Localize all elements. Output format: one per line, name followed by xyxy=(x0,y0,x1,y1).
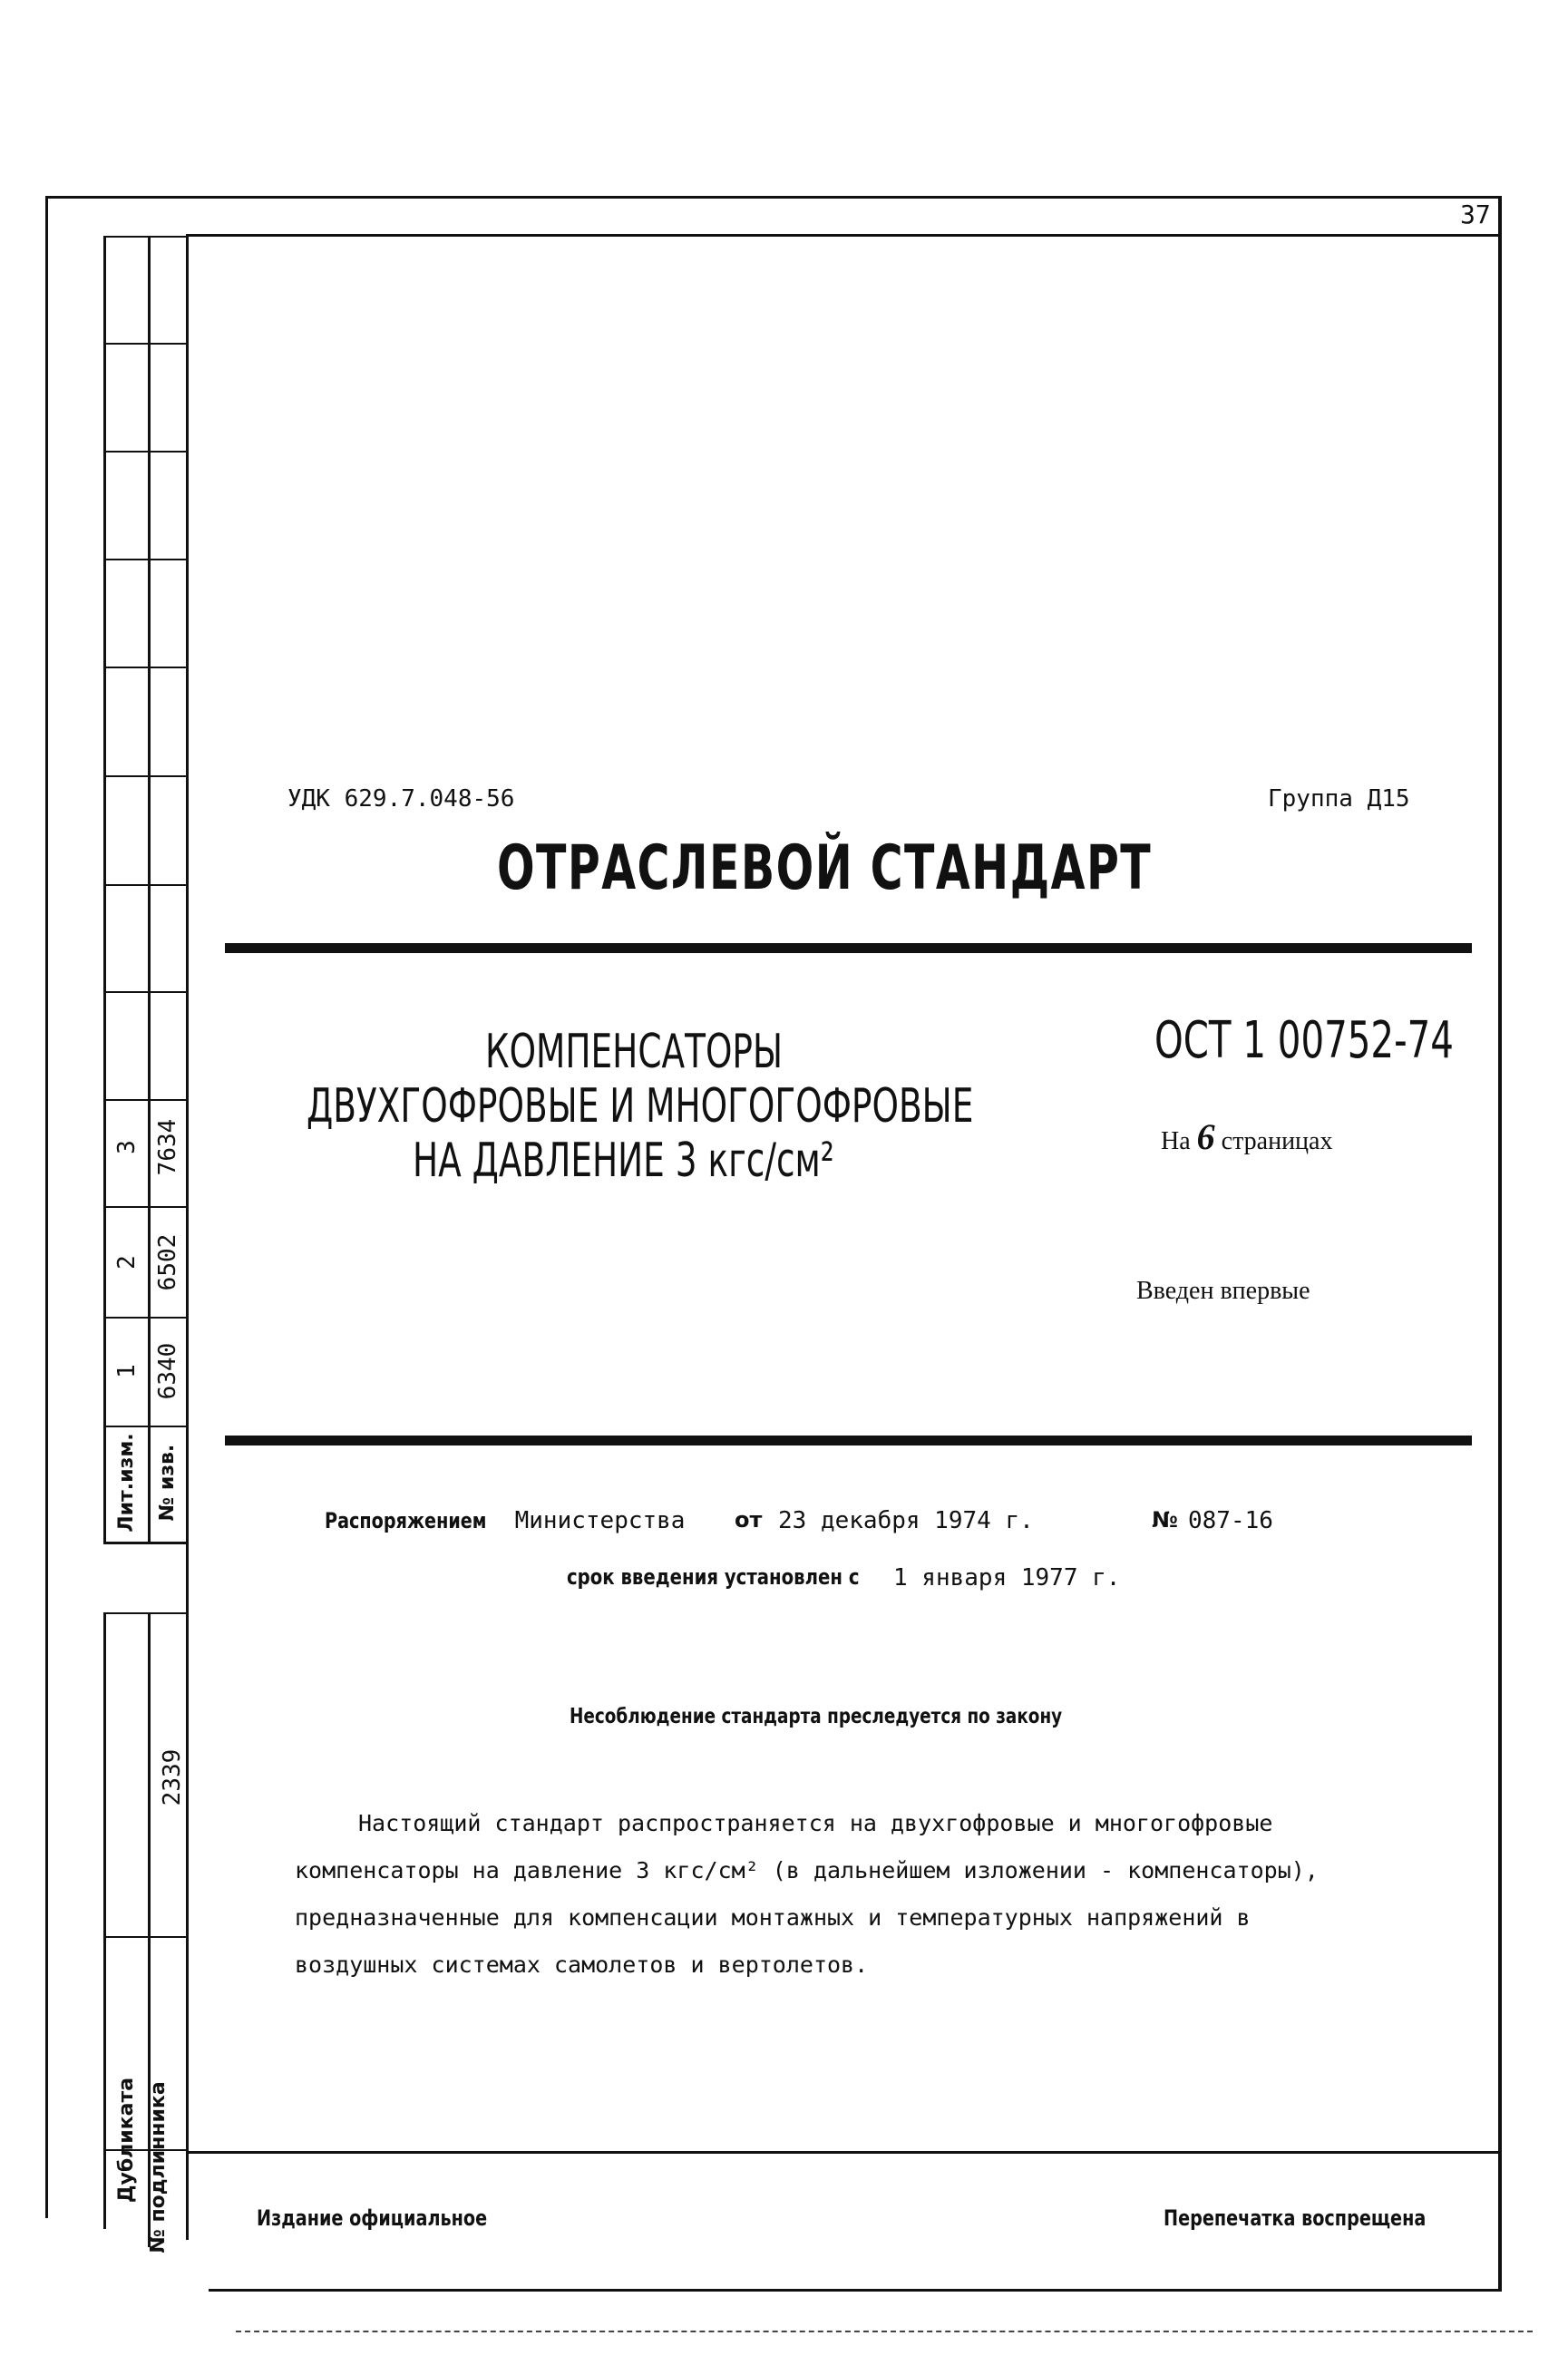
term-label: срок введения установлен с xyxy=(567,1564,860,1590)
bottom-thick-rule xyxy=(225,1436,1472,1445)
margin-row-line xyxy=(103,1317,189,1319)
izv-label: № изв. xyxy=(156,1444,179,1522)
product-title-line1: КОМПЕНСАТОРЫ xyxy=(485,1025,784,1079)
frame-bottom-line xyxy=(209,2289,1502,2292)
frame-left-line xyxy=(45,196,48,2218)
frame-top-line xyxy=(45,196,1501,199)
pages-line xyxy=(1161,1115,1332,1158)
frame-right-line xyxy=(1498,196,1502,2291)
margin-row-line xyxy=(103,667,189,668)
standard-number: ОСТ 1 00752-74 xyxy=(1154,1011,1454,1070)
legal-warning: Несоблюдение стандарта преследуется по закону xyxy=(570,1705,1063,1728)
body-line-3: предназначенные для компенсации монтажных и температурных напряжений в xyxy=(295,1904,1251,1931)
pages-count: 6 xyxy=(1196,1116,1215,1157)
margin-row-line xyxy=(103,1206,189,1208)
original-label: № подлинника xyxy=(147,2081,170,2253)
margin-row-line xyxy=(103,1612,189,1614)
margin-row-line xyxy=(103,1542,189,1544)
page-number: 37 xyxy=(1460,200,1491,229)
change-lit-3: 3 xyxy=(113,1140,141,1154)
body-paragraph xyxy=(295,1800,1437,1989)
bottom-dashed-line xyxy=(236,2331,1533,2332)
product-title-line3: НА ДАВЛЕНИЕ 3 кгс/см² xyxy=(413,1134,834,1188)
original-number: 2339 xyxy=(159,1748,186,1806)
margin-row-line xyxy=(103,236,189,238)
margin-col-line-4 xyxy=(103,1612,106,2229)
body-line-4: воздушных системах самолетов и вертолетов. xyxy=(295,1952,869,1978)
decree-number-sign: № xyxy=(1152,1507,1178,1533)
introduced-note: Введен впервые xyxy=(1136,1277,1310,1305)
frame-top-inner-line xyxy=(186,234,1501,237)
body-line-1: Настоящий стандарт распространяется на двухгофровые и многогофровые xyxy=(358,1810,1273,1836)
margin-col-line-3 xyxy=(186,236,189,2240)
decree-ministry: Министерства xyxy=(514,1507,686,1534)
margin-row-line xyxy=(103,884,189,886)
main-title: ОТРАСЛЕВОЙ СТАНДАРТ xyxy=(497,832,1153,904)
top-thick-rule xyxy=(225,943,1472,953)
change-izv-1: 6340 xyxy=(154,1342,181,1400)
frame-footer-line xyxy=(186,2151,1501,2154)
term-date: 1 января 1977 г. xyxy=(893,1564,1121,1591)
dublikat-label: Дубликата xyxy=(115,2077,138,2204)
decree-label: Распоряжением xyxy=(325,1508,487,1533)
margin-row-line xyxy=(103,991,189,993)
pages-suffix: страницах xyxy=(1221,1127,1333,1155)
change-lit-1: 1 xyxy=(113,1364,141,1378)
lit-izm-label: Лит.изм. xyxy=(115,1433,138,1533)
change-izv-2: 6502 xyxy=(154,1233,181,1291)
margin-row-line xyxy=(103,343,189,345)
footer-reprint-prohibited: Перепечатка воспрещена xyxy=(1164,2205,1427,2231)
change-izv-3: 7634 xyxy=(154,1118,181,1176)
body-line-2: компенсаторы на давление 3 кгс/см² (в дальнейшем изложении - компенсаторы), xyxy=(295,1857,1319,1883)
margin-row-line xyxy=(103,775,189,777)
margin-col-line-1 xyxy=(103,236,106,1542)
footer-official-edition: Издание официальное xyxy=(257,2205,488,2231)
margin-row-line xyxy=(103,1936,189,1938)
product-title-line2: ДВУХГОФРОВЫЕ И МНОГОГОФРОВЫЕ xyxy=(307,1079,974,1134)
margin-row-line xyxy=(103,1426,189,1427)
margin-row-line xyxy=(103,559,189,560)
group-code: Группа Д15 xyxy=(1268,785,1410,813)
pages-prefix: На xyxy=(1161,1127,1191,1155)
decree-number: 087-16 xyxy=(1188,1507,1273,1534)
decree-from: от xyxy=(735,1507,763,1533)
decree-line xyxy=(325,1507,685,1534)
decree-date: 23 декабря 1974 г. xyxy=(778,1507,1034,1534)
change-lit-2: 2 xyxy=(113,1255,141,1270)
udk-code: УДК 629.7.048-56 xyxy=(287,785,515,813)
margin-row-line xyxy=(103,451,189,453)
